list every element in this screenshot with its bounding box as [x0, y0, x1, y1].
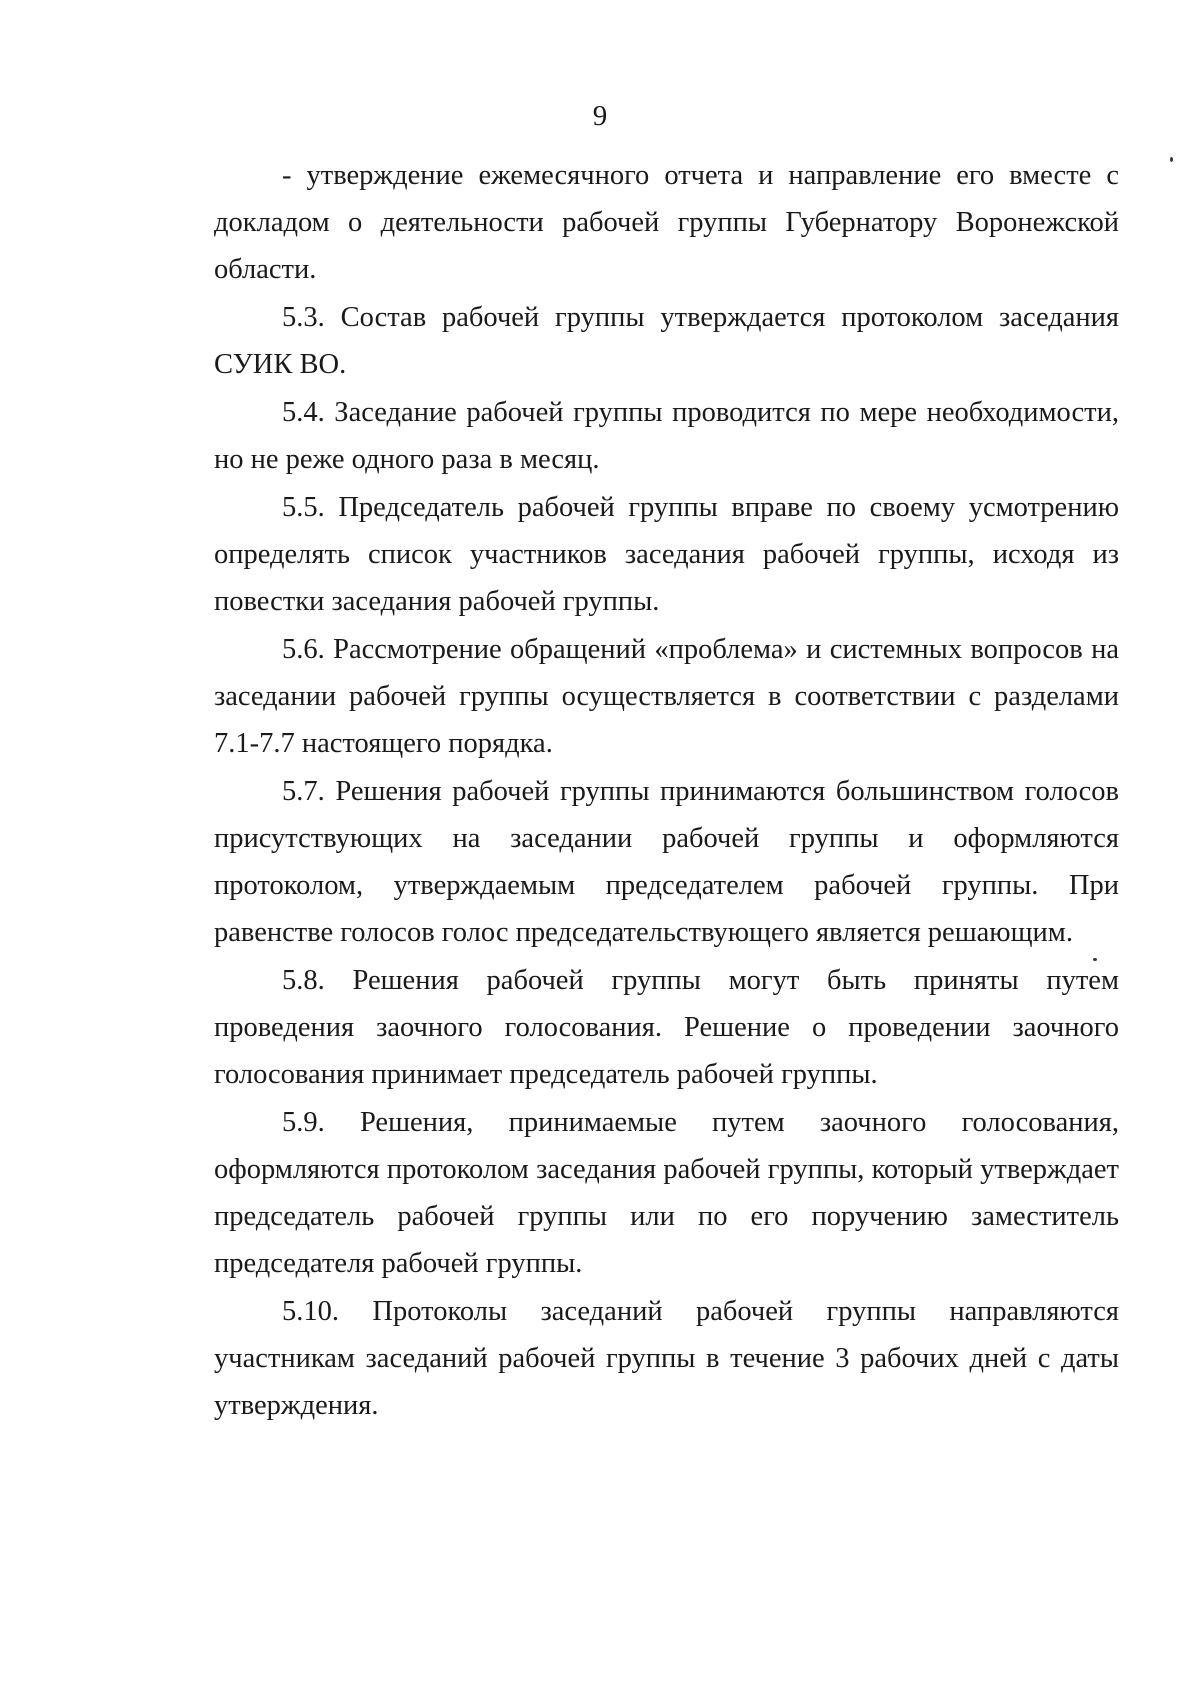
paragraph-5-4: 5.4. Заседание рабочей группы проводится по мере необходимости, но не реже одного раза в месяц.	[214, 397, 1119, 475]
paragraph-5-8: 5.8. Решения рабочей группы могут быть приняты путем проведения заочного голосования. Решение о проведении заочного голосования принимает председатель рабочей группы.	[214, 965, 1119, 1090]
paragraph-5-7: 5.7. Решения рабочей группы принимаются большинством голосов присутствующих на заседании рабочей группы и оформляются протоколом, утверждаемым председателем рабочей группы. При равенстве голосов голос председательствующего является решающим.	[214, 776, 1119, 948]
paragraph-5-10: 5.10. Протоколы заседаний рабочей группы направляются участникам заседаний рабочей группы в течение 3 рабочих дней с даты утверждения.	[214, 1296, 1119, 1421]
paragraph-5-3: 5.3. Состав рабочей группы утверждается протоколом заседания СУИК ВО.	[214, 302, 1119, 380]
paragraph-report-approval: - утверждение ежемесячного отчета и направление его вместе с докладом о деятельности рабочей группы Губернатору Воронежской области.	[214, 160, 1119, 285]
page-number: 9	[592, 100, 608, 132]
document-body	[214, 152, 1119, 1430]
scan-speck	[1093, 958, 1097, 961]
paragraph-5-6: 5.6. Рассмотрение обращений «проблема» и системных вопросов на заседании рабочей группы осуществляется в соответствии с разделами 7.1-7.7 настоящего порядка.	[214, 634, 1119, 759]
scan-speck	[1170, 157, 1173, 162]
paragraph-5-9: 5.9. Решения, принимаемые путем заочного голосования, оформляются протоколом заседания рабочей группы, который утверждает председатель рабочей группы или по его поручению заместитель председателя рабочей группы.	[214, 1107, 1119, 1279]
paragraph-5-5: 5.5. Председатель рабочей группы вправе по своему усмотрению определять список участников заседания рабочей группы, исходя из повестки заседания рабочей группы.	[214, 492, 1119, 617]
